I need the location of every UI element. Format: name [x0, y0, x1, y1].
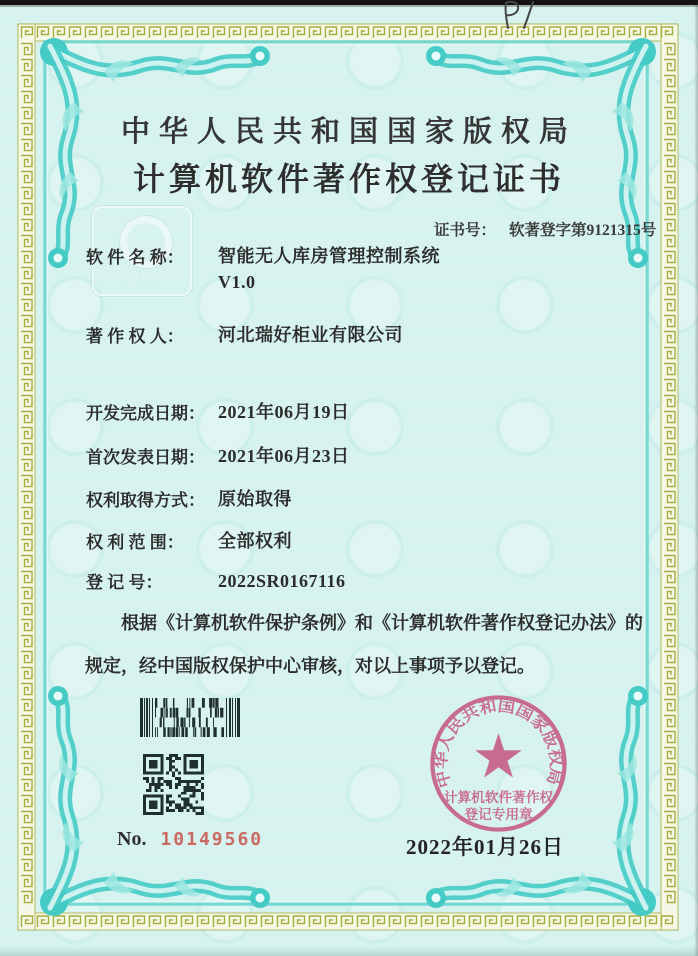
field-value: 河北瑞好柜业有限公司 — [218, 325, 403, 345]
pdf417-barcode — [140, 698, 240, 737]
field-label: 权利取得方式： — [86, 491, 205, 510]
software-name: 智能无人库房管理控制系统 — [218, 246, 440, 266]
scan-edge-bottom — [0, 946, 698, 956]
field-label: 首次发表日期： — [86, 448, 205, 467]
issue-date: 2022年01月26日 — [406, 835, 564, 859]
field-software-name — [86, 243, 440, 295]
seal-line2: 登记专用章 — [464, 807, 533, 823]
field-label: 开发完成日期： — [86, 404, 205, 423]
qr-code — [143, 754, 204, 815]
field-dev-complete-date — [86, 399, 350, 425]
field-label: 著 作 权 人： — [86, 327, 184, 346]
certificate-number-line — [434, 218, 656, 240]
certificate-number-value: 软著登字第9121315号 — [509, 222, 657, 239]
field-value: 2021年06月19日 — [218, 402, 350, 422]
field-copyright-owner — [86, 322, 403, 348]
seal-line1: 计算机软件著作权 — [443, 790, 554, 806]
field-rights-acquisition — [86, 486, 292, 512]
serial-prefix: No. — [117, 828, 147, 850]
field-registration-number — [86, 568, 346, 594]
seal-star-icon — [475, 733, 522, 777]
official-red-seal — [423, 688, 574, 839]
handwritten-page-mark — [486, 0, 546, 30]
serial-number: 10149560 — [160, 829, 264, 850]
scan-edge-right — [694, 0, 698, 956]
software-version: V1.0 — [218, 272, 256, 292]
field-label: 软 件 名 称： — [86, 248, 184, 267]
field-label: 登 记 号： — [86, 573, 163, 592]
field-value: 2021年06月23日 — [218, 446, 350, 466]
field-first-publish-date — [86, 443, 350, 469]
field-value — [218, 243, 440, 295]
cpcc-watermark-label: cpcc — [121, 268, 163, 283]
field-value: 全部权利 — [218, 531, 292, 551]
serial-number-line — [117, 828, 263, 851]
certificate-title: 计算机软件著作权登记证书 — [132, 161, 565, 197]
registration-statement: 根据《计算机软件保护条例》和《计算机软件著作权登记办法》的规定，经中国版权保护中心审核，对以上事项予以登记。 — [85, 613, 643, 676]
field-label: 权 利 范 围： — [86, 533, 184, 552]
field-value: 2022SR0167116 — [218, 571, 346, 591]
field-value: 原始取得 — [218, 489, 292, 509]
field-rights-scope — [86, 528, 292, 554]
issuing-authority: 中华人民共和国国家版权局 — [120, 116, 577, 148]
seal-ring-text: 中华人民共和国国家版权局 — [433, 697, 564, 790]
certificate-number-label: 证书号： — [434, 222, 497, 239]
scan-edge-top-shadow — [0, 5, 698, 7]
